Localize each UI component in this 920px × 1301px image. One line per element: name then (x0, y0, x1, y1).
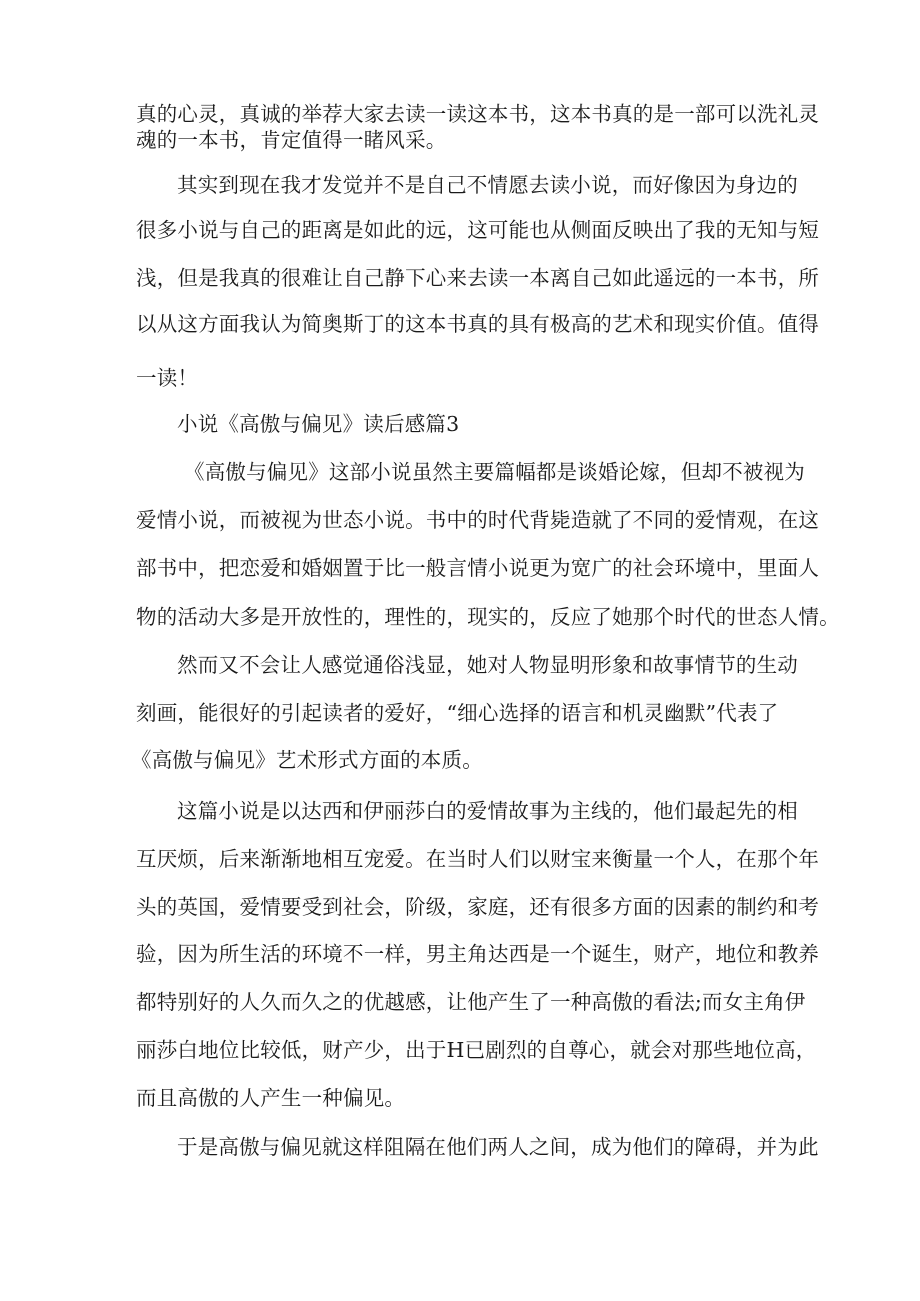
text-line: 验，因为所生活的环境不一样，男主角达西是一个诞生，财产，地位和教养 (136, 942, 820, 966)
text-line: 物的活动大多是开放性的，理性的，现实的，反应了她那个时代的世态人情。 (136, 605, 840, 629)
text-line: 部书中，把恋爱和婚姻置于比一般言情小说更为宽广的社会环境中，里面人 (136, 556, 820, 580)
text-line: 头的英国，爱情要受到社会，阶级，家庭，还有很多方面的因素的制约和考 (136, 895, 820, 919)
paragraph-start-line: 然而又不会让人感觉通俗浅显，她对人物显明形象和故事情节的生动 (177, 653, 798, 677)
text-line: 以从这方面我认为简奥斯丁的这本书真的具有极高的艺术和现实价值。值得 (136, 312, 820, 336)
text-line: 刻画，能很好的引起读者的爱好，“细心选择的语言和机灵幽默”代表了 (136, 701, 779, 725)
section-heading: 小说《高傲与偏见》读后感篇3 (177, 412, 460, 436)
text-line: 丽莎白地位比较低，财产少，出于H已剧烈的自尊心，就会对那些地位高， (136, 1038, 817, 1062)
text-line: 而且高傲的人产生一种偏见。 (136, 1086, 406, 1110)
text-line: 浅，但是我真的很难让自己静下心来去读一本离自己如此遥远的一本书，所 (136, 266, 820, 290)
text-line: 真的心灵，真诚的举荐大家去读一读这本书，这本书真的是一部可以洗礼灵 (136, 102, 820, 126)
paragraph-start-line: 这篇小说是以达西和伊丽莎白的爱情故事为主线的，他们最起先的相 (177, 799, 798, 823)
text-line: 爱情小说，而被视为世态小说。书中的时代背毙造就了不同的爱情观，在这 (136, 508, 820, 532)
paragraph-start-line: 《高傲与偏见》这部小说虽然主要篇幅都是谈婚论嫁，但却不被视为 (184, 460, 805, 484)
text-line: 都特别好的人久而久之的优越感，让他产生了一种高傲的看法;而女主角伊 (136, 990, 806, 1014)
text-line: 《高傲与偏见》艺术形式方面的本质。 (131, 748, 483, 772)
text-line: 很多小说与自己的距离是如此的远，这可能也从侧面反映出了我的无知与短 (136, 218, 820, 242)
paragraph-start-line: 于是高傲与偏见就这样阻隔在他们两人之间，成为他们的障碍，并为此 (177, 1135, 819, 1159)
text-line: 一读！ (136, 366, 199, 390)
text-line: 魂的一本书，肯定值得一睹风采。 (136, 128, 447, 152)
text-line: 互厌烦，后来渐渐地相互宠爱。在当时人们以财宝来衡量一个人，在那个年 (136, 847, 820, 871)
paragraph-start-line: 其实到现在我才发觉并不是自己不情愿去读小说，而好像因为身边的 (177, 173, 798, 197)
